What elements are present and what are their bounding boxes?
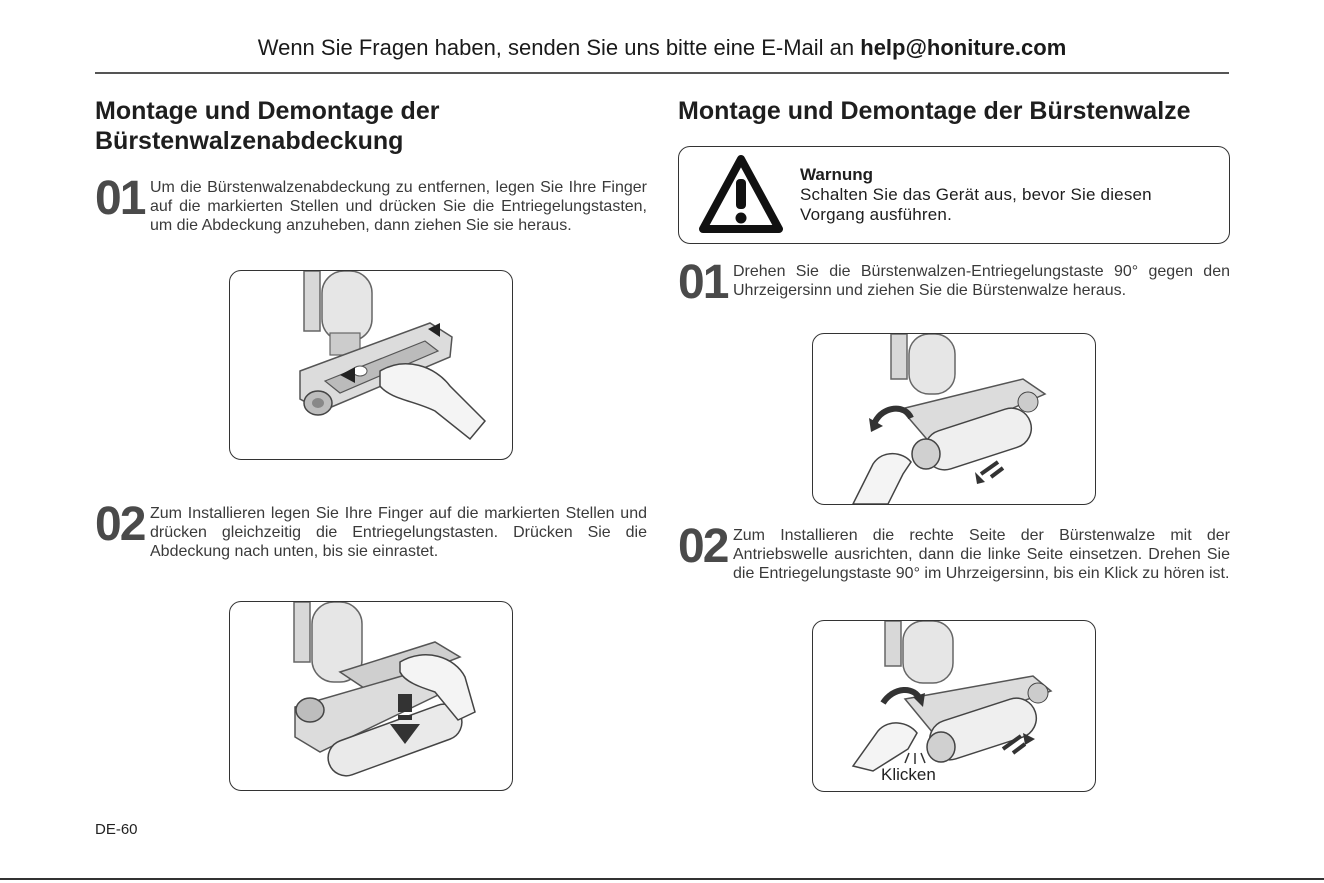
step-number: 01 [678, 256, 728, 309]
step-text: Drehen Sie die Bürstenwalzen-Entriegelungstaste 90° gegen den Uhrzeigersinn und ziehen Sie die Bürstenwalze heraus. [733, 263, 1230, 299]
step-text: Zum Installieren die rechte Seite der Bürstenwalze mit der Antriebswelle ausrichten, dann die linke Seite einsetzen. Drehen Sie die Entriegelungstaste 90° im Uhrzeigersinn, bis ein Klick zu hören ist. [733, 527, 1230, 582]
figure-install-cover [229, 601, 513, 791]
illustration-install-roller [813, 621, 1095, 791]
warning-box [678, 146, 1230, 244]
header-email[interactable]: help@honiture.com [860, 35, 1067, 60]
warning-title: Warnung [800, 165, 874, 184]
illustration-remove-roller [813, 334, 1095, 504]
right-step-2 [678, 520, 1230, 583]
warning-triangle-icon [699, 153, 783, 235]
right-column [678, 96, 1230, 224]
right-step-1 [678, 256, 1230, 309]
illustration-install-cover [230, 602, 512, 790]
step-number: 01 [95, 172, 145, 225]
figure-remove-roller [812, 333, 1096, 505]
bottom-border [0, 878, 1324, 880]
right-section-title: Montage und Demontage der Bürstenwalze [678, 97, 1191, 125]
header-divider [95, 72, 1229, 74]
step-number: 02 [678, 520, 728, 573]
step-text: Um die Bürstenwalzenabdeckung zu entfernen, legen Sie Ihre Finger auf die markierten Stellen und drücken Sie die Entriegelungstasten, um die Abdeckung anzuheben, dann ziehen Sie sie heraus. [150, 179, 647, 234]
figure-label-klicken: Klicken [881, 765, 936, 784]
figure-remove-cover [229, 270, 513, 460]
header-text: Wenn Sie Fragen haben, senden Sie uns bitte eine E-Mail an [257, 35, 861, 60]
left-column [95, 96, 647, 235]
illustration-remove-cover [230, 271, 512, 459]
warning-text: Schalten Sie das Gerät aus, bevor Sie diesen Vorgang ausführen. [800, 185, 1152, 224]
page-number: DE-60 [95, 821, 138, 838]
left-title-line1: Montage und Demontage der [95, 97, 440, 125]
left-step-2 [95, 498, 647, 561]
left-step-1 [95, 172, 647, 235]
left-title-line2: Bürstenwalzenabdeckung [95, 127, 404, 155]
figure-install-roller [812, 620, 1096, 792]
step-number: 02 [95, 498, 145, 551]
left-section-title [95, 96, 647, 156]
step-text: Zum Installieren legen Sie Ihre Finger auf die markierten Stellen und drücken gleichzeitig die Entriegelungstasten. Drücken Sie die Abdeckung nach unten, bis sie einrastet. [150, 505, 647, 560]
page-header [95, 34, 1229, 72]
